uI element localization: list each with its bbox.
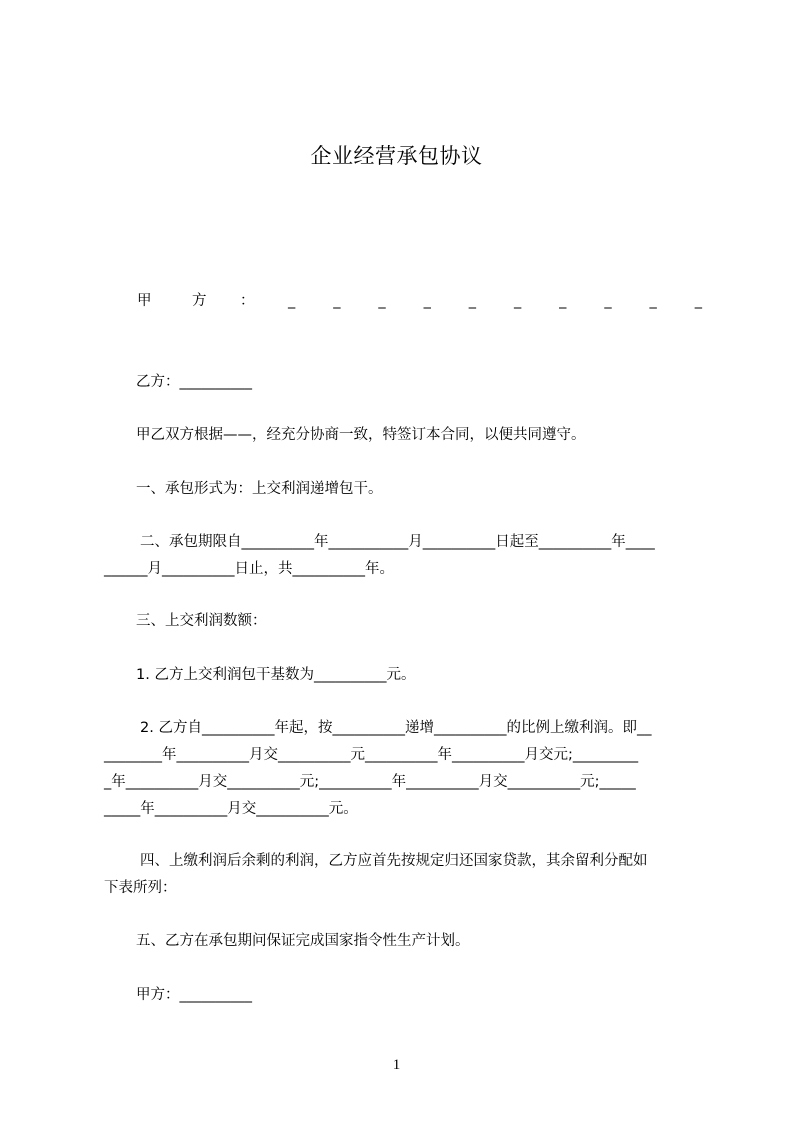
signature-party-a: 甲方：__________ bbox=[136, 987, 252, 1003]
party-a-blank-dash: _ bbox=[423, 293, 431, 309]
clause-1: 一、承包形式为：上交利润递增包干。 bbox=[136, 481, 383, 497]
party-a-blank-dash: _ bbox=[468, 293, 476, 309]
clause-4-line-1: 四、上缴利润后余剩的利润，乙方应首先按规定归还国家贷款，其余留利分配如 bbox=[140, 853, 648, 869]
party-a-blank bbox=[288, 293, 702, 309]
clause-2-line-2: ______月__________日止，共__________年。 bbox=[104, 561, 394, 577]
clause-3-item-1: 1. 乙方上交利润包干基数为__________元。 bbox=[136, 667, 416, 683]
party-a-blank-dash: _ bbox=[288, 293, 296, 309]
document-title: 企业经营承包协议 bbox=[310, 144, 483, 168]
clause-3-item-2-line-3: _年__________月交__________元;__________年__________月交__________元;_____ bbox=[104, 774, 636, 790]
intro-paragraph: 甲乙双方根据——，经充分协商一致，特签订本合同，以便共同遵守。 bbox=[136, 427, 586, 443]
clause-4-line-2: 下表所列： bbox=[104, 880, 177, 896]
clause-2-line-1: 二、承包期限自__________年___________月__________日起至__________年____ bbox=[140, 534, 655, 550]
clause-3-item-2-line-1: 2. 乙方自__________年起，按__________递增__________的比例上缴利润。即__ bbox=[140, 720, 652, 736]
clause-3-item-2-line-2: ________年__________月交__________元__________年__________月交元;_________ bbox=[104, 747, 639, 763]
party-a-blank-dash: _ bbox=[649, 293, 657, 309]
party-a-blank-dash: _ bbox=[513, 293, 522, 309]
party-a-label-char-1: 甲 bbox=[137, 293, 152, 309]
party-a-blank-dash: _ bbox=[378, 293, 386, 309]
party-a-blank-dash: _ bbox=[604, 293, 612, 309]
page-number: 1 bbox=[392, 1057, 401, 1073]
party-b-line: 乙方：__________ bbox=[136, 374, 252, 390]
clause-3: 三、上交利润数额： bbox=[136, 613, 267, 629]
clause-3-item-2-line-4: _____年__________月交__________元。 bbox=[104, 801, 358, 817]
party-a-label-colon: ： bbox=[240, 293, 255, 309]
party-a-blank-dash: _ bbox=[694, 293, 702, 309]
party-a-label-char-2: 方 bbox=[192, 293, 207, 309]
clause-5: 五、乙方在承包期问保证完成国家指令性生产计划。 bbox=[136, 933, 470, 949]
party-a-blank-dash: _ bbox=[559, 293, 567, 309]
party-a-blank-dash: _ bbox=[333, 293, 341, 309]
